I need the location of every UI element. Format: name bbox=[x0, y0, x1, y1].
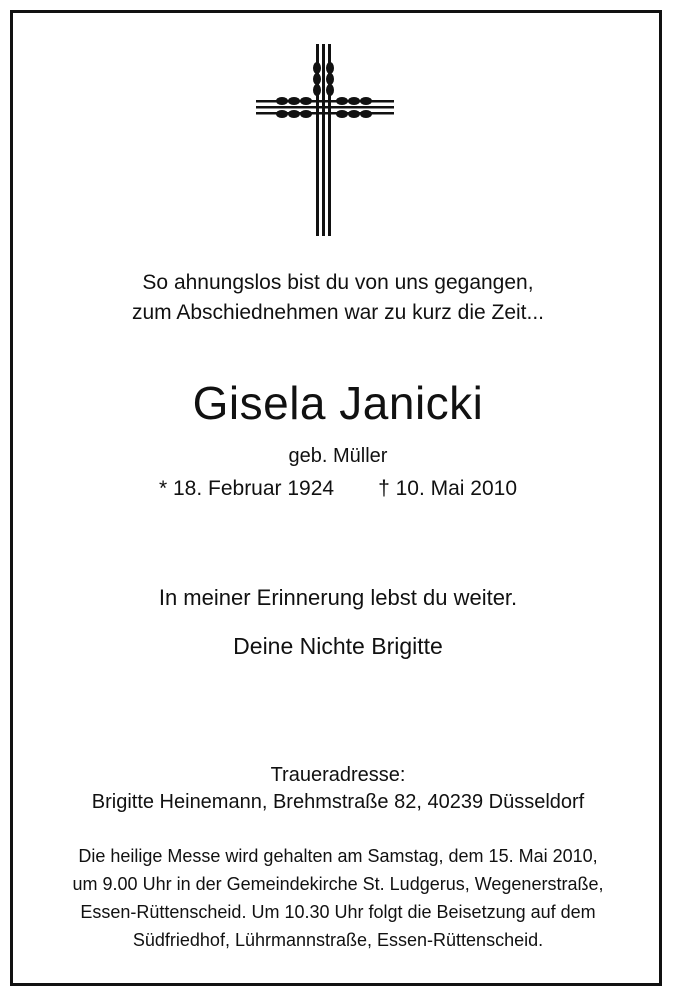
life-dates bbox=[0, 476, 676, 502]
signature: Deine Nichte Brigitte bbox=[233, 633, 443, 659]
memory-line: In meiner Erinnerung lebst du weiter. bbox=[158, 585, 518, 610]
birth-date: * 18. Februar 1924 bbox=[158, 477, 335, 500]
service-line-2: um 9.00 Uhr in der Gemeindekirche St. Ludgerus, Wegenerstraße, bbox=[72, 874, 604, 894]
maiden-name: geb. Müller bbox=[288, 445, 388, 467]
mourning-address-label: Traueradresse: bbox=[270, 764, 406, 786]
mourning-address: Brigitte Heinemann, Brehmstraße 82, 40239 Düsseldorf bbox=[91, 791, 585, 813]
wheat-cross-icon bbox=[254, 44, 396, 236]
death-date: † 10. Mai 2010 bbox=[378, 477, 518, 500]
verse-line-1: So ahnungslos bist du von uns gegangen, bbox=[142, 271, 534, 294]
service-line-1: Die heilige Messe wird gehalten am Samstag, dem 15. Mai 2010, bbox=[78, 846, 598, 866]
service-line-4: Südfriedhof, Lührmannstraße, Essen-Rüttenscheid. bbox=[132, 930, 544, 950]
deceased-name: Gisela Janicki bbox=[192, 377, 484, 429]
service-line-3: Essen-Rüttenscheid. Um 10.30 Uhr folgt die Beisetzung auf dem bbox=[80, 902, 596, 922]
verse-line-2: zum Abschiednehmen war zu kurz die Zeit... bbox=[131, 301, 545, 324]
